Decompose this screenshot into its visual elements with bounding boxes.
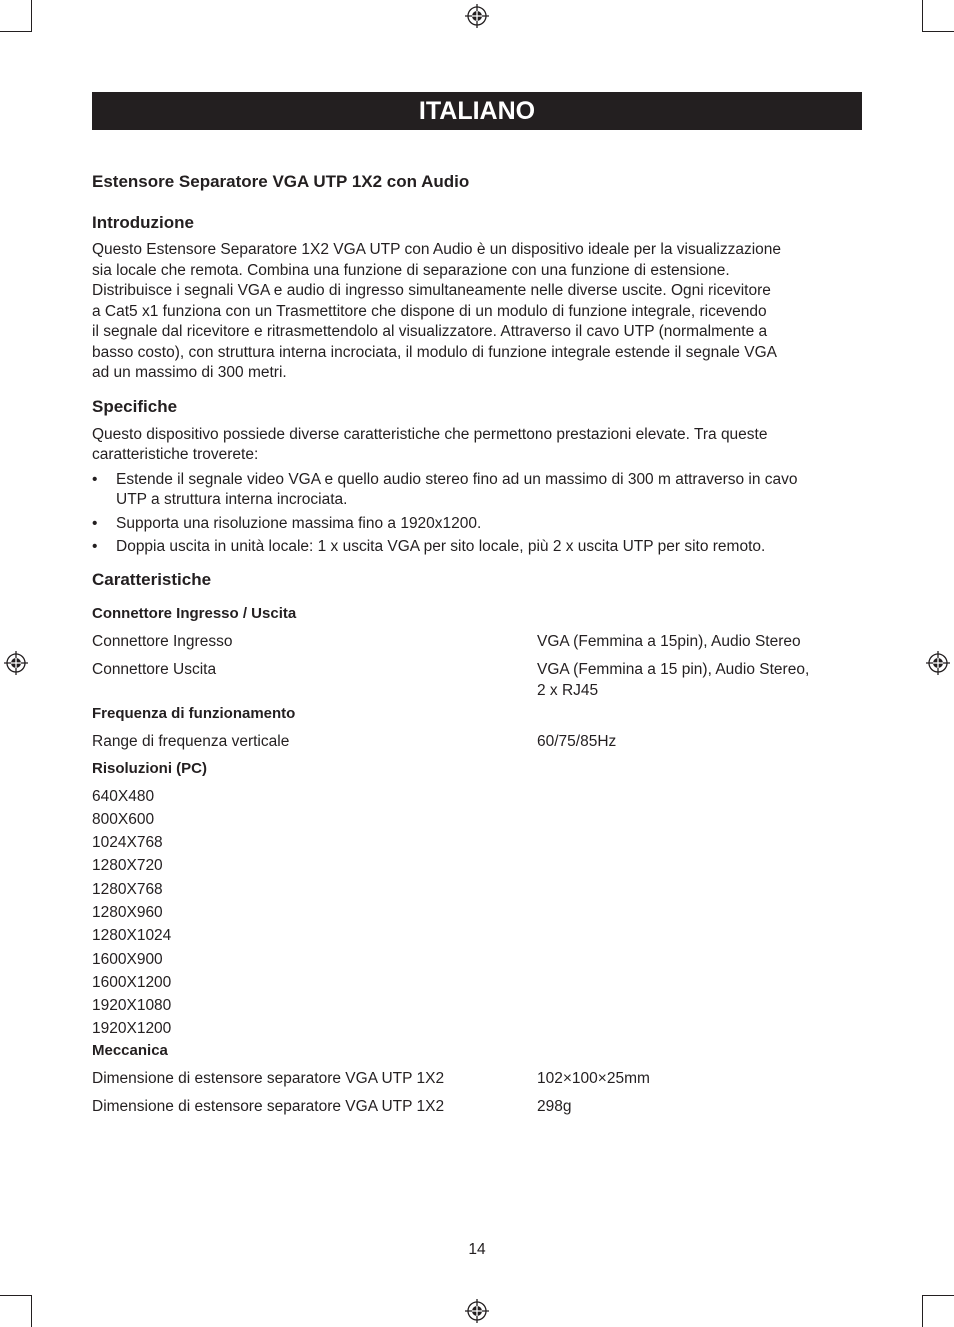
registration-mark-icon: [4, 651, 28, 675]
spec-row-input-connector: [92, 632, 864, 653]
features-heading: Caratteristiche: [92, 569, 212, 589]
spec-bullet: [92, 514, 864, 535]
document-title: Estensore Separatore VGA UTP 1X2 con Audio: [92, 172, 470, 191]
crop-mark: [0, 31, 32, 32]
crop-mark: [922, 1295, 954, 1296]
spec-bullet-list: [92, 470, 864, 558]
row-label: Dimensione di estensore separatore VGA UTP 1X2: [92, 1069, 445, 1087]
value-line: VGA (Femmina a 15 pin), Audio Stereo,: [537, 661, 810, 678]
registration-mark-icon: [926, 651, 950, 675]
intro-heading: Introduzione: [92, 213, 194, 232]
row-label: Dimensione di estensore separatore VGA UTP 1X2: [92, 1098, 445, 1116]
spec-heading: Specifiche: [92, 396, 178, 416]
bullet-line: UTP a struttura interna incrociata.: [116, 491, 348, 508]
language-banner: ITALIANO: [92, 92, 862, 130]
row-label: Range di frequenza verticale: [92, 733, 290, 750]
crop-mark: [0, 1295, 32, 1296]
resolution-item: 1280X720: [92, 857, 163, 875]
resolution-item: 1920X1200: [92, 1020, 172, 1038]
value-line: 2 x RJ45: [537, 681, 599, 699]
row-value: 102×100×25mm: [537, 1069, 650, 1087]
spec-row-frequency: [92, 732, 864, 753]
intro-line: sia locale che remota. Combina una funzione di separazione con una funzione di estensione.: [92, 261, 730, 279]
bullet-line: Supporta una risoluzione massima fino a 1920x1200.: [116, 514, 482, 532]
resolution-item: 1024X768: [92, 834, 163, 852]
page-content: [92, 170, 864, 1118]
resolution-item: 1600X900: [92, 950, 163, 968]
resolution-item: 1920X1080: [92, 997, 172, 1015]
resolution-item: 1600X1200: [92, 973, 172, 991]
row-value: 298g: [537, 1098, 572, 1116]
resolution-item: 1280X960: [92, 903, 163, 921]
resolution-item: 1280X768: [92, 880, 163, 898]
resolution-list: [92, 785, 864, 1041]
crop-mark: [922, 31, 954, 32]
crop-mark: [922, 1295, 923, 1327]
resolution-item: 800X600: [92, 810, 155, 828]
bullet-line: Estende il segnale video VGA e quello audio stereo fino ad un massimo di 300 m attraverso in cavo: [116, 470, 798, 488]
spec-bullet: [92, 470, 864, 511]
bullet-line: Doppia uscita in unità locale: 1 x uscita VGA per sito locale, più 2 x uscita UTP per sito remoto.: [116, 538, 766, 555]
registration-mark-icon: [465, 1299, 489, 1323]
intro-line: ad un massimo di 300 metri.: [92, 364, 287, 381]
spec-line: caratteristiche troverete:: [92, 446, 259, 463]
spec-bullet: [92, 537, 864, 558]
row-label: Connettore Uscita: [92, 661, 217, 678]
intro-paragraph: [92, 240, 864, 384]
spec-paragraph: [92, 425, 864, 466]
spec-row-output-connector: [92, 660, 864, 701]
spec-row-weight: [92, 1097, 864, 1118]
crop-mark: [31, 1295, 32, 1327]
page-number: 14: [468, 1241, 486, 1258]
crop-mark: [31, 0, 32, 32]
spec-line: Questo dispositivo possiede diverse caratteristiche che permettono prestazioni elevate. Tra queste: [92, 425, 768, 443]
intro-line: Distribuisce i segnali VGA e audio di ingresso simultaneamente nelle diverse uscite. Ogni ricevitore: [92, 282, 771, 299]
intro-line: Questo Estensore Separatore 1X2 VGA UTP con Audio è un dispositivo ideale per la visualizzazione: [92, 241, 782, 258]
row-value: [537, 660, 864, 701]
mechanics-subheading: Meccanica: [92, 1041, 168, 1059]
row-value: 60/75/85Hz: [537, 733, 617, 750]
resolution-item: 640X480: [92, 787, 155, 805]
registration-mark-icon: [465, 4, 489, 28]
frequency-subheading: Frequenza di funzionamento: [92, 705, 296, 722]
resolutions-subheading: Risoluzioni (PC): [92, 759, 207, 777]
resolution-item: 1280X1024: [92, 927, 172, 945]
connectors-subheading: Connettore Ingresso / Uscita: [92, 604, 297, 622]
intro-line: a Cat5 x1 funziona con un Trasmettitore che dispone di un modulo di funzione integrale, ricevendo: [92, 302, 767, 320]
crop-mark: [922, 0, 923, 32]
intro-line: basso costo), con struttura interna incrociata, il modulo di funzione integrale estende il segnale VGA: [92, 343, 777, 361]
row-label: Connettore Ingresso: [92, 632, 233, 650]
intro-line: il segnale dal ricevitore e ritrasmettendolo al visualizzatore. Attraverso il cavo UTP (normalmente a: [92, 323, 768, 340]
row-value: VGA (Femmina a 15pin), Audio Stereo: [537, 632, 801, 650]
spec-row-dimension: [92, 1069, 864, 1090]
